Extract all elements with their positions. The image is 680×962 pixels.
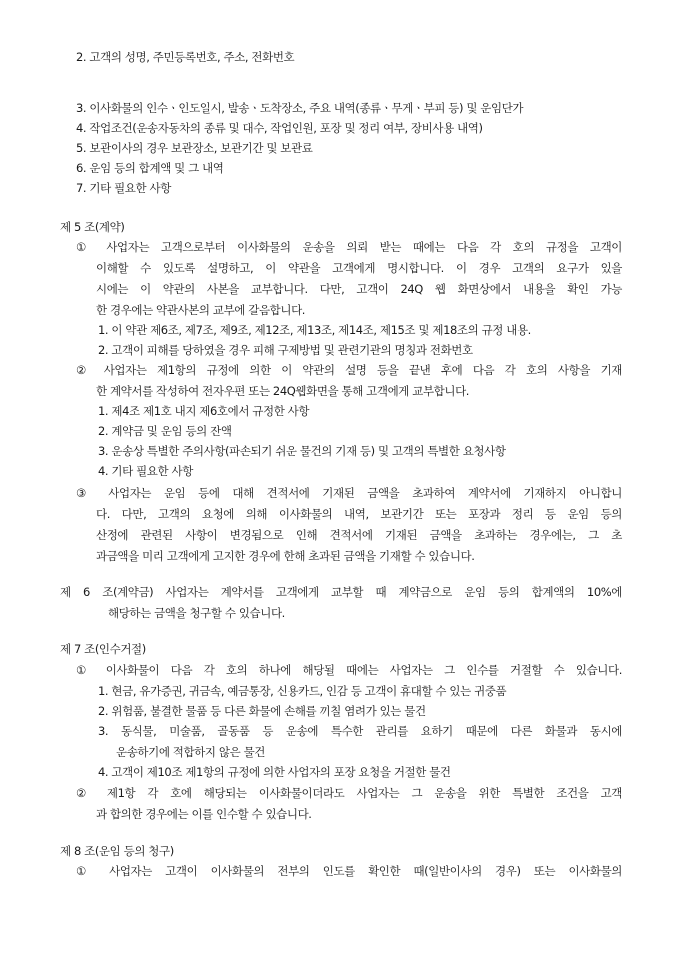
art7-p2-line1: ② 제1항 각 호에 해당되는 이사화물이더라도 사업자는 그 운송을 위한 특별한 조건을 고객 [76,786,622,800]
art5-p1-line1: ① 사업자는 고객으로부터 이사화물의 운송을 의뢰 받는 때에는 다음 각 호의 규정을 고객이 [76,240,622,254]
art5-p2-item-4: 4. 기타 필요한 사항 [98,464,193,478]
art7-p1-item-1: 1. 현금, 유가증권, 귀금속, 예금통장, 신용카드, 인감 등 고객이 휴대할 수 있는 귀중품 [98,684,507,698]
art6-line1: 제 6 조(계약금) 사업자는 계약서를 고객에게 교부할 때 계약금으로 운임 등의 합계액의 10%에 [60,585,622,599]
art5-p1-line2: 이해할 수 있도록 설명하고, 이 약관을 고객에게 명시합니다. 이 경우 고객의 요구가 있을 [96,261,622,275]
art5-p3-line2: 다. 다만, 고객의 요청에 의해 이사화물의 내역, 보관기간 또는 포장과 정리 등 운임 등의 [96,507,622,521]
art5-p2-line1: ② 사업자는 제1항의 규정에 의한 이 약관의 설명 등을 끝낸 후에 다음 각 호의 사항을 기재 [76,363,622,377]
art4-item-4: 4. 작업조건(운송자동차의 종류 및 대수, 작업인원, 포장 및 정리 여부, 장비사용 내역) [76,121,483,135]
art4-item-2: 2. 고객의 성명, 주민등록번호, 주소, 전화번호 [76,50,295,64]
art4-item-7: 7. 기타 필요한 사항 [76,181,171,195]
art5-p2-item-1: 1. 제4조 제1호 내지 제6호에서 규정한 사항 [98,404,310,418]
art5-p3-line4: 과금액을 미리 고객에게 고지한 경우에 한해 초과된 금액을 기재할 수 있습니다. [96,549,475,563]
art4-item-6: 6. 운임 등의 합계액 및 그 내역 [76,161,224,175]
art7-p1-item-4: 4. 고객이 제10조 제1항의 규정에 의한 사업자의 포장 요청을 거절한 물건 [98,765,451,779]
art7-p1-item-2: 2. 위험품, 불결한 물품 등 다른 화물에 손해를 끼칠 염려가 있는 물건 [98,704,426,718]
art7-p1: ① 이사화물이 다음 각 호의 하나에 해당될 때에는 사업자는 그 인수를 거절할 수 있습니다. [76,663,622,677]
art8-p1: ① 사업자는 고객이 이사화물의 전부의 인도를 확인한 때(일반이사의 경우) 또는 이사화물의 [76,864,622,878]
art4-item-5: 5. 보관이사의 경우 보관장소, 보관기간 및 보관료 [76,141,313,155]
art6-line2: 해당하는 금액을 청구할 수 있습니다. [108,606,285,620]
art5-p2-line2: 한 계약서를 작성하여 전자우편 또는 24Q웹화면을 통해 고객에게 교부합니다. [96,384,470,398]
art7-p1-item-3: 3. 동식물, 미술품, 골동품 등 운송에 특수한 관리를 요하기 때문에 다른 화물과 동시에 [98,724,622,738]
art5-p1-line4: 한 경우에는 약관사본의 교부에 갈음합니다. [96,303,306,317]
art5-p1-item-2: 2. 고객이 피해를 당하였을 경우 피해 구제방법 및 관련기관의 명칭과 전화번호 [98,343,473,357]
art5-p1-item-1: 1. 이 약관 제6조, 제7조, 제9조, 제12조, 제13조, 제14조, 제15조 및 제18조의 규정 내용. [98,323,531,337]
art5-title: 제 5 조(계약) [60,220,125,234]
art5-p3-line3: 산정에 관련된 사항이 변경됨으로 인해 견적서에 기재된 금액을 초과하는 경우에는, 그 초 [96,528,622,542]
art7-p2-line2: 과 합의한 경우에는 이를 인수할 수 있습니다. [96,807,312,821]
art7-title: 제 7 조(인수거절) [60,642,146,656]
art8-title: 제 8 조(운임 등의 청구) [60,844,174,858]
art5-p3-line1: ③ 사업자는 운임 등에 대해 견적서에 기재된 금액을 초과하여 계약서에 기재하지 아니합니 [76,486,622,500]
art5-p1-line3: 시에는 이 약관의 사본을 교부합니다. 다만, 고객이 24Q 웹 화면상에서 내용을 확인 가능 [96,282,622,296]
art5-p2-item-3: 3. 운송상 특별한 주의사항(파손되기 쉬운 물건의 기재 등) 및 고객의 특별한 요청사항 [98,444,506,458]
art4-item-3: 3. 이사화물의 인수ㆍ인도일시, 발송ㆍ도착장소, 주요 내역(종류ㆍ무게ㆍ부피 등) 및 운임단가 [76,101,524,115]
art7-p1-item-3-cont: 운송하기에 적합하지 않은 물건 [116,745,265,759]
art5-p2-item-2: 2. 계약금 및 운임 등의 잔액 [98,424,232,438]
